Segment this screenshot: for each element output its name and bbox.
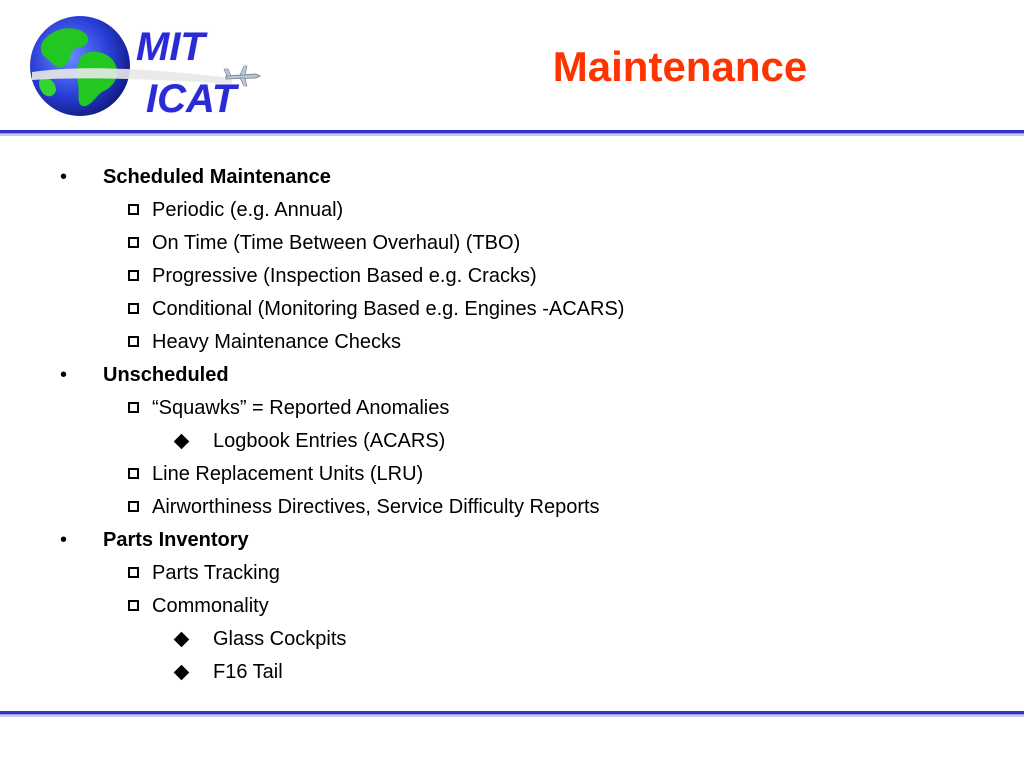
hollow-square-bullet-icon [128,303,139,314]
bullet-item [0,161,1024,194]
hollow-square-bullet-icon [128,336,139,347]
hollow-square-bullet-icon [128,567,139,578]
bullet-text: Unscheduled [103,364,229,386]
bullet-text: Line Replacement Units (LRU) [152,463,424,485]
bullet-dot-icon: • [60,166,68,188]
bullet-item [0,524,1024,557]
sub-bullet-item [0,392,1024,425]
logo-text-icat: ICAT [146,77,237,121]
hollow-square-bullet-icon [128,237,139,248]
bullet-text: Heavy Maintenance Checks [152,331,402,353]
sub-bullet-item [0,491,1024,524]
bullet-text: F16 Tail [213,661,283,683]
hollow-square-bullet-icon [128,270,139,281]
hollow-square-bullet-icon [128,600,139,611]
bottom-divider [0,711,1024,717]
bullet-text: “Squawks” = Reported Anomalies [152,397,450,419]
diamond-bullet-icon [174,434,190,450]
sub-bullet-item [0,194,1024,227]
mit-icat-logo [26,14,266,122]
bullet-text: Glass Cockpits [213,628,347,650]
bullet-text: Airworthiness Directives, Service Difficulty Reports [152,496,600,518]
bullet-text: Progressive (Inspection Based e.g. Cracks) [152,265,537,287]
sub-sub-bullet-item [0,623,1024,656]
sub-bullet-item [0,557,1024,590]
sub-bullet-item [0,293,1024,326]
bullet-dot-icon: • [60,364,68,386]
hollow-square-bullet-icon [128,501,139,512]
slide-title: Maintenance [552,43,808,90]
sub-bullet-item [0,590,1024,623]
sub-bullet-item [0,227,1024,260]
bullet-text: On Time (Time Between Overhaul) (TBO) [152,232,521,254]
logo-text-mit: MIT [136,25,205,69]
bullet-dot-icon: • [60,529,68,551]
hollow-square-bullet-icon [128,468,139,479]
bullet-text: Conditional (Monitoring Based e.g. Engines -ACARS) [152,298,625,320]
top-divider [0,130,1024,136]
diamond-bullet-icon [174,632,190,648]
sub-bullet-item [0,458,1024,491]
bullet-text: Periodic (e.g. Annual) [152,199,344,221]
sub-sub-bullet-item [0,425,1024,458]
hollow-square-bullet-icon [128,204,139,215]
bullet-text: Commonality [152,595,269,617]
bullet-text: Scheduled Maintenance [103,166,331,188]
sub-bullet-item [0,326,1024,359]
hollow-square-bullet-icon [128,402,139,413]
bullet-text: Parts Inventory [103,529,249,551]
sub-bullet-item [0,260,1024,293]
bullet-text: Logbook Entries (ACARS) [213,430,446,452]
diamond-bullet-icon [174,665,190,681]
bullet-item [0,359,1024,392]
sub-sub-bullet-item [0,656,1024,689]
bullet-text: Parts Tracking [152,562,280,584]
bullet-list [0,161,1024,689]
globe-airplane-icon [26,14,266,122]
